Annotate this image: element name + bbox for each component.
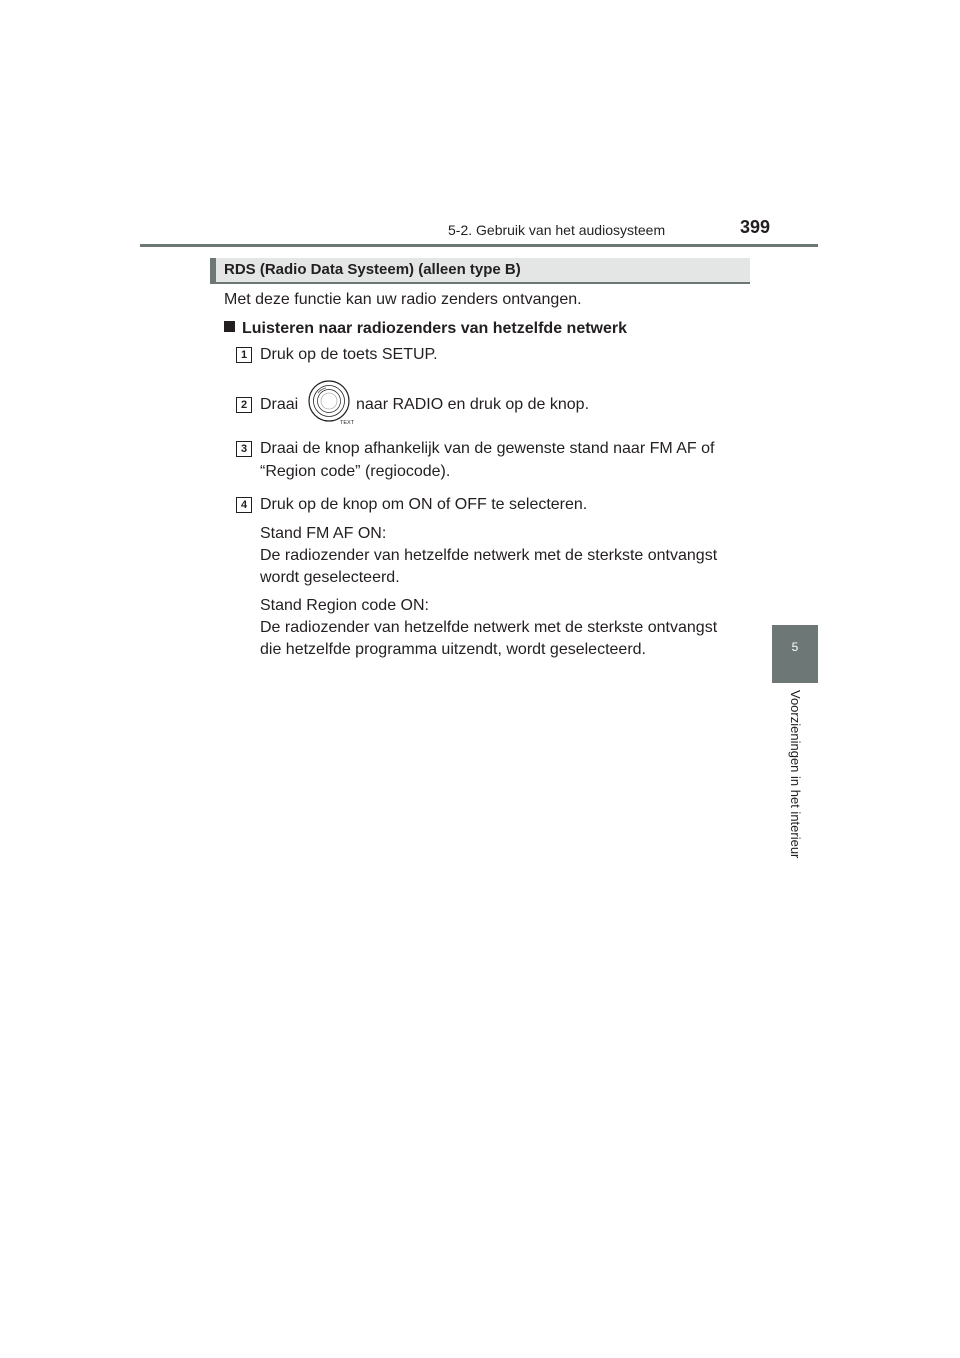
section-heading <box>210 258 750 284</box>
note-fm-af-label: Stand FM AF ON: <box>260 525 387 542</box>
step-1-text: Druk op de toets SETUP. <box>260 346 438 363</box>
note-region-line-1: De radiozender van hetzelfde netwerk met de sterkste ontvangst <box>260 619 718 636</box>
tune-knob-icon <box>308 380 354 426</box>
note-fm-af-line-2: wordt geselecteerd. <box>260 569 400 586</box>
section-heading-bar <box>210 258 216 282</box>
step-2-text-before: Draai <box>260 396 299 413</box>
step-3-line-1: Draai de knop afhankelijk van de gewenste stand naar FM AF of <box>260 440 715 457</box>
subheading-text: Luisteren naar radiozenders van hetzelfde netwerk <box>242 320 628 337</box>
header-rule <box>140 244 818 247</box>
section-intro: Met deze functie kan uw radio zenders ontvangen. <box>224 291 582 308</box>
chapter-tab <box>772 625 818 683</box>
step-2-text-after: naar RADIO en druk op de knop. <box>356 396 590 413</box>
step-number-4: 4 <box>236 497 252 513</box>
page-number: 399 <box>740 217 771 237</box>
note-fm-af-line-1: De radiozender van hetzelfde netwerk met de sterkste ontvangst <box>260 547 718 564</box>
step-4-text: Druk op de knop om ON of OFF te selecteren. <box>260 496 588 513</box>
header-section-title: 5-2. Gebruik van het audiosysteem <box>448 222 666 238</box>
step-number-1: 1 <box>236 347 252 363</box>
chapter-number: 5 <box>791 640 799 654</box>
note-region-line-2: die hetzelfde programma uitzendt, wordt geselecteerd. <box>260 641 646 658</box>
step-number-3: 3 <box>236 441 252 457</box>
square-bullet-icon <box>224 321 235 332</box>
knob-text-label: TEXT <box>340 420 354 426</box>
step-number-2: 2 <box>236 397 252 413</box>
section-title: RDS (Radio Data Systeem) (alleen type B) <box>224 261 521 278</box>
chapter-title: Voorzieningen in het interieur <box>788 690 803 859</box>
subheading <box>224 318 627 340</box>
step-3-line-2: “Region code” (regiocode). <box>260 463 451 480</box>
note-region-label: Stand Region code ON: <box>260 597 429 614</box>
